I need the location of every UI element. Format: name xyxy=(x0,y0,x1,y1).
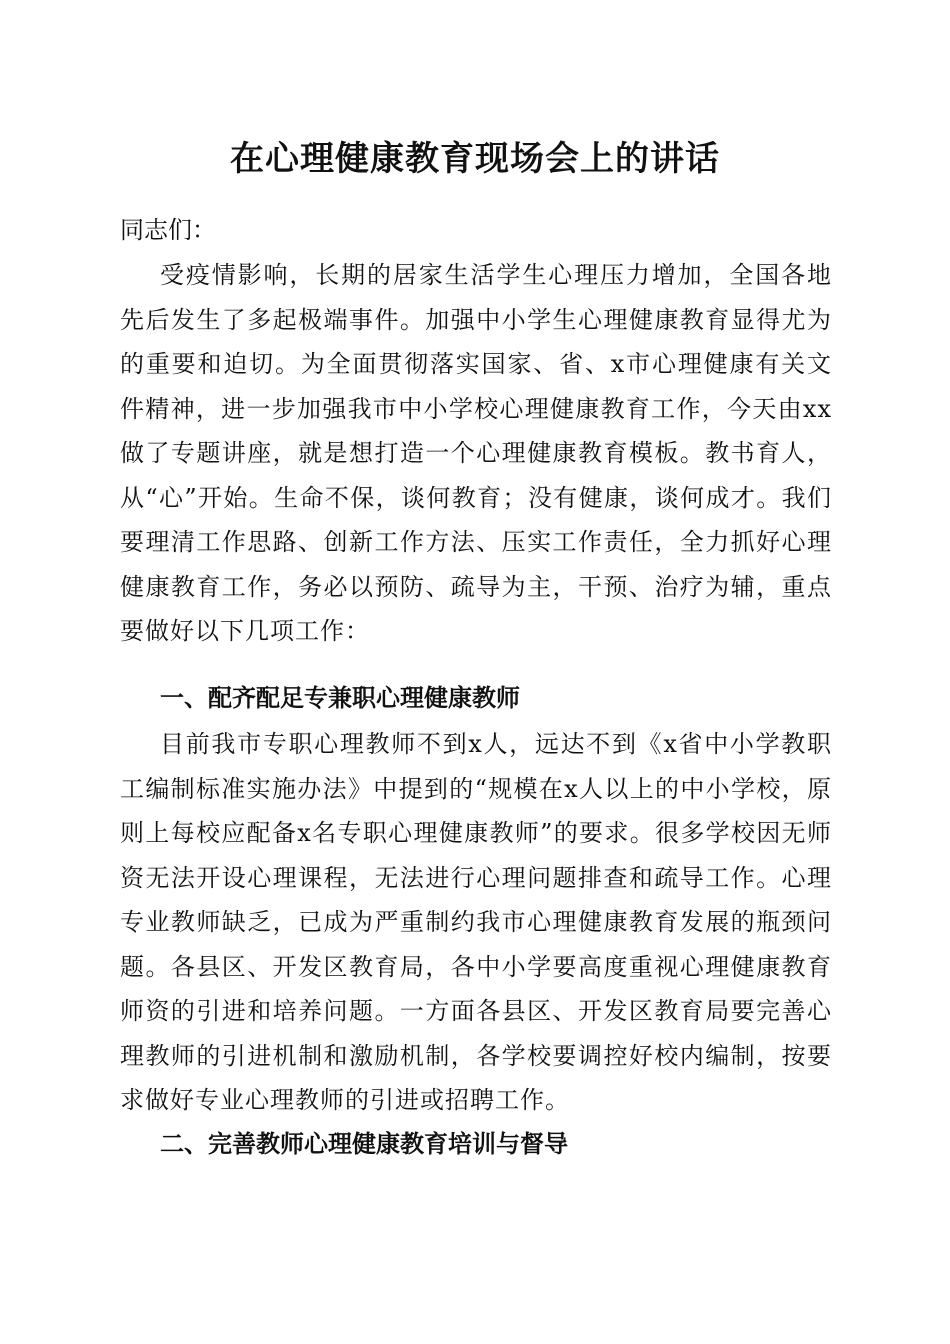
salutation: 同志们： xyxy=(120,216,216,244)
section-2-heading: 二、完善教师心理健康教育培训与督导 xyxy=(160,1130,568,1158)
document-title: 在心理健康教育现场会上的讲话 xyxy=(230,139,720,179)
intro-block xyxy=(120,253,832,654)
intro-paragraph: 受疫情影响，长期的居家生活学生心理压力增加，全国各地先后发生了多起极端事件。加强中小学生心理健康教育显得尤为的重要和迫切。为全面贯彻落实国家、省、x市心理健康有关文件精神，进一步加强我市中小学校心理健康教育工作，今天由xx做了专题讲座，就是想打造一个心理健康教育模板。教书育人，从“心”开始。生命不保，谈何教育；没有健康，谈何成才。我们要理清工作思路、创新工作方法、压实工作责任，全力抓好心理健康教育工作，务必以预防、疏导为主，干预、治疗为辅，重点要做好以下几项工作： xyxy=(120,261,832,645)
section-1-paragraph: 目前我市专职心理教师不到x人，远达不到《x省中小学教职工编制标准实施办法》中提到的“规模在x人以上的中小学校，原则上每校应配备x名专职心理健康教师”的要求。很多学校因无师资无法开设心理课程，无法进行心理问题排查和疏导工作。心理专业教师缺乏，已成为严重制约我市心理健康教育发展的瓶颈问题。各县区、开发区教育局，各中小学要高度重视心理健康教育师资的引进和培养问题。一方面各县区、开发区教育局要完善心理教师的引进机制和激励机制，各学校要调控好校内编制，按要求做好专业心理教师的引进或招聘工作。 xyxy=(120,730,832,1114)
section-1-heading: 一、配齐配足专兼职心理健康教师 xyxy=(160,684,520,712)
section-1-block xyxy=(120,722,832,1123)
